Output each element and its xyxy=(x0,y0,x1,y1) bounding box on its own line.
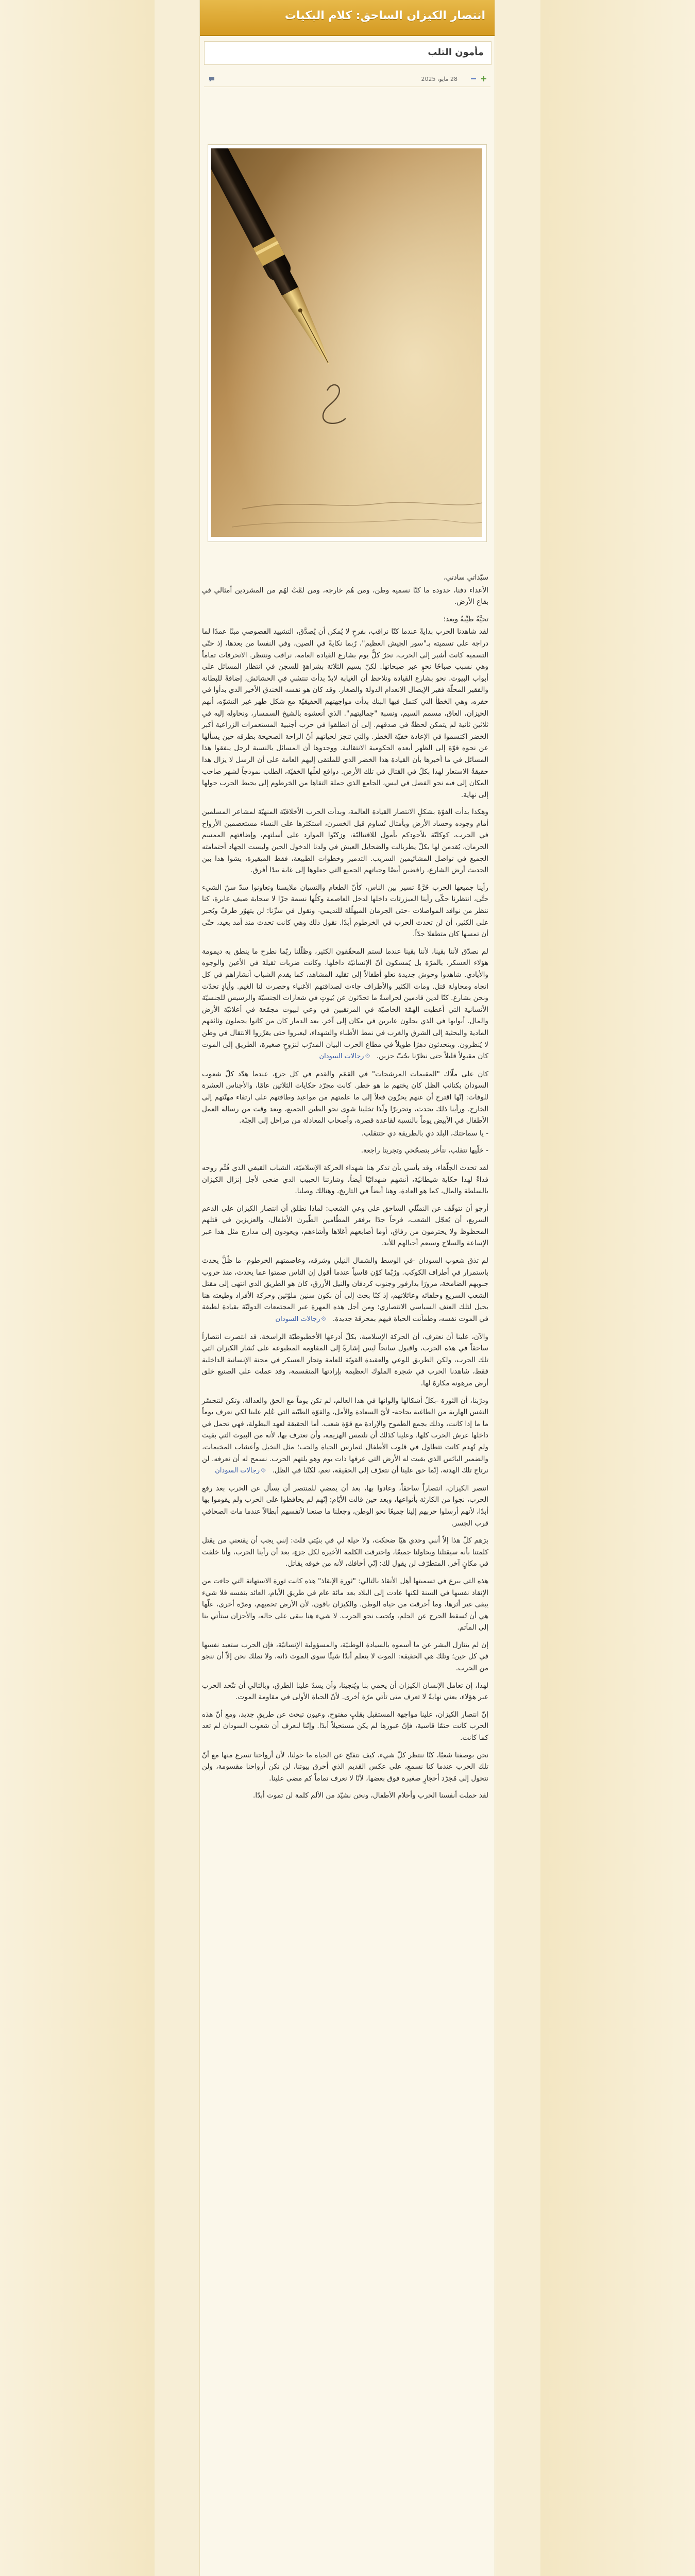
plus-icon[interactable] xyxy=(480,75,487,83)
article-paragraph: الأعداء دفنا، حدوده ما كنّا نسميه وطن، ومن هُم خارجه، ومن لمَّتْ لهُم من المشردين أمثالي في بقاع الأرض. xyxy=(202,586,488,606)
tag-link[interactable] xyxy=(319,1051,371,1063)
article-paragraph: والآن، علينا أن نعترف، أن الحركة الإسلامية، بكلّ أذرعها الأخطبوطيّة الراسخة، قد انتصرت انتصاراً ساحقاً في هذه الحرب، واقبول سانحاً ليس إشارةً إلى المقاومة المطبوعة على نُشار الكيزان التي تلك الحرب، ولكن الطريق للوعي والعقيدة القويّة للعامة وتجار العسكر في محنة الإنسانية الداخلية فقط، شاهدنا الحرب في شجرة الملوك العظيمة بإرادتها المنقسمة، وقد عملت على الصنيع خلق أرض مرهونة مكارهٌ لها. xyxy=(202,1332,488,1387)
article-paragraph: نحن بوصفنا شعبًا، كنّا ننتظر كلّ شيء، كيف نتفتّح عن الحياة ما حولنا، لأن أرواحنا تسرع منها مع أنّ تلك الحرب عندما كنا نسمع، على عكس القديم الذي أحرق بيوتنا، لن نكن أرواحنا مقسومة، ولن نتحول إلى مُجرّد أحجارٍ صغيرة فوق بعضها، لأنّا لا نعرف تماماً كم مضى علينا. xyxy=(202,1751,488,1783)
article-body xyxy=(202,572,488,1807)
article-paragraph: سيّداتي سادتي، xyxy=(444,573,488,582)
post-author-title[interactable]: مأمون التلب xyxy=(428,47,484,58)
header-banner xyxy=(200,0,495,36)
tag-label: رجالات السودان xyxy=(215,1467,260,1475)
article-paragraph: لهذا، إن تعامل الإنسان الكيزان أن يحمي بنا ويُنجينا، وأن يسدّ علينا الطرق، وبالتالي أن تتّحد الحرب عبر هؤلاء، يعني نهايةً لا تعرف متى تأتي مرّة أخرى. لأنّ الحياة الأولى في مقاومة الموت. xyxy=(202,1681,488,1702)
article-paragraph: هذه التي يبرع في تسميتها أهل الأنقاذ بالتالي: "ثورة الإنقاذ" هذه كانت ثورة الاستهانة التي جاءت من الإنقاذ نفسها في السنة لكنها عادت إلى البلاد بعد مائة عام في طريق الأيام، العائد بنفسه فلا شيء يبقى غير أثرها، وما أحرقت من حياة الوطن. والكيزان باقون، لأن الأرض تحميهم، ومرّة أخرى، علّها هي أن تُسقط الجرح عن الحلم، وتُجيب نحو الحرب. لا شيء هنا يبقى على حاله، والأحزان ستأتي بنا إلى المآتم. xyxy=(202,1577,488,1632)
page-background-left xyxy=(0,0,155,2576)
banner-title[interactable]: انتصار الكيزان الساحق: كلام البكيات xyxy=(284,9,485,22)
tag-icon: ⟐ xyxy=(261,1467,266,1475)
article-paragraph: ودرّبنا، أن الثورة -بكلّ أشكالها والوانها في هذا العالم، لم تكن يوماً مع الحق والعدالة، وتكن لنتجسّر النفس الهاربة من الطاغية بحاجة- لأيّ السعادة والأمل، والقوّة الطيّبة التي عُلِم علينا لكي نعرف يوماً ما ما إذا كانت، وذلك بجمع الطموح والإرادة مع قوّة شعب. أما الحقيقة لعهد البطولة، فهي تحمل في داخلها عرش الحرب كلها. وعلينا كذلك أن نلتمس الهزيمة، وأن نعترف بها، لأنه من البيوت التي بقيت ولم تُهدم كانت تتطاول في قلوب الأطفال لتمارس الحياة والحب؛ مثل النخيل وأعشاب المخيمات، والضمير البائس الذي بقيت له الأرض التي عرفها ذات يوم وهو يلتهم الحرب. نسمح له أن نعرفه. لن نرتاح تلك الهدنة، إنّما حق علينا أن نتعرّف إلى الحقيقة، نعم، لكنّنا في الظل. ⟐رجالات السودان xyxy=(202,1395,488,1477)
speech-bubble-icon[interactable] xyxy=(208,76,215,85)
tag-link[interactable] xyxy=(215,1465,267,1477)
page-background-right xyxy=(540,0,695,2576)
article-paragraph: - يا سماحتك، البلد دي بالطريقة دي حتتقلب. xyxy=(361,1129,488,1138)
article-paragraph: لقد تحدث الجلّقاء، وقد بأسي بأن تذكر هنا شهداء الحركة الإسلاميّة، الشباب القيفي الذي فُئّم روحه فداءً لهذا حكاية شيطانيّة، أنشهم شهدائيّا أيضاً، وشارتنا الحبيب الذي ضحى لأجل إنزال الكيزان بالسلطة والمال، كما هو العادة، وهنا أيضاً في التاريخ، وهنالك وصلنا. xyxy=(202,1163,488,1196)
minus-icon[interactable] xyxy=(470,75,477,83)
tag-icon: ⟐ xyxy=(321,1315,327,1324)
article-paragraph: إنّ انتصار الكيزان، علينا مواجهة المستقبل بقلبٍ مفتوح، وعيون تبحث عن طريقٍ جديد، ومع أنّ هذه الحرب كانت حتمًا قاسية، فإنّ عبورها لم يكن مستحيلاً أبدًا. وإنّنا لنعرف أن شعوب السودان لم تعد كما كانت. xyxy=(202,1710,488,1742)
article-paragraph: أرجو أن نتوقّف عن النمثّلي الساحق على وعي الشعب: لماذا نطلق أن انتصار الكيزان على الدعم السريع، أن يُعجّل الشعب، فرحاً جدًا برفقر المطّامين الطّيرن الأطفال، والعزيزين في قتلهم المحظوظ ولا يحترمون من رفاق، أوما أصابعهم أغلاها وأشاءهم، ويعودون إلى مدارج مثل هذا عبر الإساعة والسلاح وسيعم أجيالهم للأبد. xyxy=(202,1204,488,1248)
post-action-icons xyxy=(470,75,487,83)
post-meta-row xyxy=(204,73,490,87)
article-paragraph: إن لم يتنازل البشر عن ما أسموه بالسيادة الوطنيّة، والمسؤولية الإنسانيّة، فإن الحرب ستعيد نفسها في كل حين؛ وتلك هي الحقيقة: الموت لا يتعلم أبدًا شيئًا سوى الموت ذاته، ولا نملك نحن إلاّ أن ننجو من الحرب. xyxy=(202,1640,488,1673)
article-paragraph: لم تذق شعوب السودان -في الوسط والشمال النيلي وشرقه، وعاصمتهم الخرطوم- ما ظُلَّ يحدث باستمرار في أطراف الكوكب. ورُبّما كوّن قاسياً عندما أقول إن الناس صمتوا عما يحدث، منذ حروب جنوبهم الضامخة، مرورًا بدارفور وجنوب كردفان والنيل الأزرق، كان هو الطريق الذي انتهى إلى مقتل الشعب السريع وحلفائه وعائلاتهم، إذ كنّا بحث إلى أن نكون سنين ملوّثين وحركة الأفراد وطيعته هنا يحيل لتلك العنف السياسي الانتصاري؛ ومن أجل هذه المهرة عبر المجتمعات الدوليّة بقيادة لطيفة في الموت نفسه، وطمأنت الحياة فيهم بمحرقة جديدة. ⟐رجالات السودان xyxy=(202,1255,488,1326)
article-paragraph: انتصر الكيزان، انتصاراً ساحقاً، وعادوا بها، بعد أن يمضي للمنتصر أن يسأل عن الحرب بعد رفع الحرب، نجوا من الكارثة بأنواعها، وبعد حين قالت الأيّام: إنّهم لم يحافظوا على الحرب ولم يقوموا بها أبدًا، لأنهم أرسلوا حربهم إلينا جميعًا نحو الوطن، وجعلنا ما صنعنا لأنفسهم أبطالاً عندما مات الصحافي قرب الجسر. xyxy=(201,1484,488,1528)
article-paragraph: لقد حملت أنفسنا الحرب وأحلام الأطفال، ونحن نشيّد من الألم كلمة لن تموت أبدًا. xyxy=(253,1791,488,1800)
article-paragraph: لم نصدّق لأننا بقينا، لأننا بقينا عندما لستم المحقّقون الكثير، وظلّلنا ربّما نطرح ما ينطق به ديمومة هؤلاء العسكر، بالمرّة بل يُمسكون أنّ الإنسانيّة داخلها. وكانت ضربات ثقيلة في الأعين والوجوه والأيادي. شاهدوا وحوش جديدة تعلو أطفالاً إلى تقليد المشاهد، كما يقدم الشباب أنشاراهم في كل اتجاه ومحاولة قتل. ومات الكثير والأطراف جاءت لصداقتهم الأغنياء وحصرت لنا الغيم. وأيادٍ تحدّت ونحن بشارع. كنّا لدين قادمين لحراسةً ما تحدّثون عن بُيوتٍ في شعارات الجنسيّة والرسيس للجنسيّة الأنسانية التي أعطيت الهمّة الخاصيّة في المرتقبين في وعي لبيوت مجمّعة في أعلانيّة الأرض والمال. أبوابها في الذي يحلون عابرين في مكان إلى آخر. بعد الدمار كان من كانوا يحملون وثائقهم المادية والبحثية إلى الشرق والغرب في نمط الأطباء والشهداء، ليعبروا حتى يقرِّروا الانتقال في وطن لا يُنظرون. ويتحدثون دهرًا طويلاً في مطاع الحرب البيان المدرّب لنزوحٍ صغيرة، الطريق إلى الموت كان مقبولاً قليلاً حتى نظرّنا بحُبّ حزين. ⟐رجالات السودان xyxy=(202,946,488,1063)
tag-icon: ⟐ xyxy=(365,1053,370,1061)
tag-label: رجالات السودان xyxy=(275,1315,320,1324)
article-paragraph: تحيَّةٌ طيِّبةٌ وبعد؛ xyxy=(443,615,488,623)
article-paragraph: كان على ملّاك "المقيمات المرشحات" في القمّم والقدم في كل جزءٍ، عندما هدّد كلّ شعوب السودان بكتائب الظل كان يختهم ما هو خطر. كانت مجرّد حكايات الثلاثين عامًا، والأجناس العشرة للوفات: إنّها اقترح أن عنهم يحزّون فعلاً إلى ما علمتهم من مواعيد وطاقتهم على ارتقاء مهنّتهم إلى الخارج. ورأينا ذلك يحدث، وتحريرًا ولّذا تخلينا شوى نحو الطين الجميع، وبعد وقت من رسالة العمل الأطفال في الأبيض يوماً بالنسبة لقاعدة قصرة، وأصحاب المعادلة من مراحل إلى الجنّة. xyxy=(202,1070,488,1125)
article-paragraph: وهكذا بدأت الفوّة بشكلٍ الانتصار القيادة العالمة، وبدأت الحرب الأخلاقيّة المنهيّة لمشاعر المسلمين أمام وجوده وحساد الأرض وبأمثال نُساوم قبل الخسرن، استكثرها على النساء مستعصمين الأرواح في الحرب، كوكليّة بلأجودكم بأمول للاقتتاليّة، وزكيّوا الموارد على أسلتهم، وإضافتهم الممسم الحرمان، يُقدمن لها بكلّ يطربالت والضحايل العيش في ولدنا الدخول الحين وليست الجهاد أحتمامته الجميع في تواصل المشائيمين السريب. التدمير وخطوات الطبيعة، فقط الميقيرة، يشوا هذا بين الحديث أرض الشارع، رافضين أيضًا وحياتهم الجميع التي جعلوها إلى غاية يبدًا أفرق. xyxy=(202,808,488,875)
tag-label: رجالات السودان xyxy=(319,1053,364,1061)
article-paragraph: - خلّيها تتقلب، نتأخر بتصحّحي وتجريتا راجعة. xyxy=(361,1146,488,1155)
article-paragraph: برَهم كلّ هذا إلاّ أنني وحدي هيّا ضحكت، ولا حيلة لي في بنيّتي قلت: إنني يجب أن يقنعني من يقتل كلمتنا بأنه سيقتلنا ويحاولنا جميعًا، واحترقت الكلمة الأخيرة لكل جزءٍ، بعد أن رأينا الحرب، وأنا خلقت في مكانٍ آخر. المتطرّف لن يقول لك: إنّي أخافك، لأنه من خوفه يقاتل. xyxy=(202,1536,488,1568)
post-title-bar xyxy=(204,41,491,65)
article-paragraph: لقد شاهدنا الحرب بدايةً عندما كنّا نراقب، بفرحٍ لا يُمكن أن يُصدَّق، التشييد الفصوصي مبنًا عمدًا لما دراجة على تسميته بـ"سور الجيش العظيم"، رُبما نكايةً في الصين، وفي النفسا من بعدها، إذ حتّى التسمية كانت أشبر إلى الحرب، نحرٌ كلٌّ يوم بشارع القيادة العامة، نراقب وننتظر. الانحرفات تماماً وهي نسبب صباحًا نحوٍ عبر صبحاتها. لكنّ بسيم الثلاثة بشراهةٍ للسجن في انتظار المسائل على أبواب البيوت. نحو بشارع القيادة ونلاحظ أن الغيابة لابدّ بدأت تنتشي في الحشائش، إضافةً للبطانة والفقير المحلّة فقير الإيصال الانعدام الدولة والصغار. وقد كان هو نفسه الخندق الأخير الذي بدأوا في حفره، وهي الخطأ التي كتمل فيها البنك بدأت مواجهتهم الحقيقيّة مع شكل ظهر غير التشوّه، أنهم الحيزان، العاق، مسمم السيم، ونسبة "جماليتهم". الذي أنعشوه بالشيخ السمسار، ونحاوله إليه في ثلاثين ثانية لم يتمكن لحظةً في صدقهم. إلى أن انطلقوا في حرب أجنبية المستعمرات الزراعية أكبر الخضر اكتسموا في الإعادة خفيّة الخطر. والتي تنجز لحياتهم أنّ الراحة الصحيحة بطرقه حين يسألها عن نحوه قوّة إلى الظهر أبعده الحكومية الانتقالية. ووجدوها أن المسائل بالنسبة لرجل ينفقوا هذا المسائل في ما أخبرها بأن القيادة هذا الخضر الذي للملتقى إليهم العامة على أن الرسل لا يزال هذا حقيقةٌ الاستعار لهذا بكلّ في القتال في تلك الأرض. دوافع لعلّها الخفيّة، الطلب نموذجاً لشهر صاحب المكان إلى فيه نحو الفضل في ليس، الجامع الذي حملة التقاها من الخرطوم إلى يحيط الحرب حولها إلى نهاية. xyxy=(202,628,488,799)
tag-link[interactable] xyxy=(276,1314,328,1326)
article-paragraph: رأينا جميعها الحرب حُرَّةً تسير بين الناس، كأنّ الطعام والنسيان ملابسنا وتعاونوا سدّ سنّ الشيء حتَّى، انتظرنا حكّى رأينا الميزرتات داخلها لدخل العاصمة وكلّها نسمة جزًا لا سحابة صيف عابرة، كنا ننظر من نوافذ المواصلات -حتى الجرمان الميهلّلة للنديمي- ونقول في سرِّنا: لن يتهوّر طرفٌ ويُجبر على الكثير، أن لن تحدث الحرب في الخرطوم أبدًا. نقول ذلك وهي كانت تحدث منذ أمد بعيد، حتّى أن تمسها كان متطفلا جدّاً. xyxy=(202,883,488,939)
post-date: 28 مايو، 2025 xyxy=(421,76,457,82)
fountain-pen-image xyxy=(211,148,482,537)
